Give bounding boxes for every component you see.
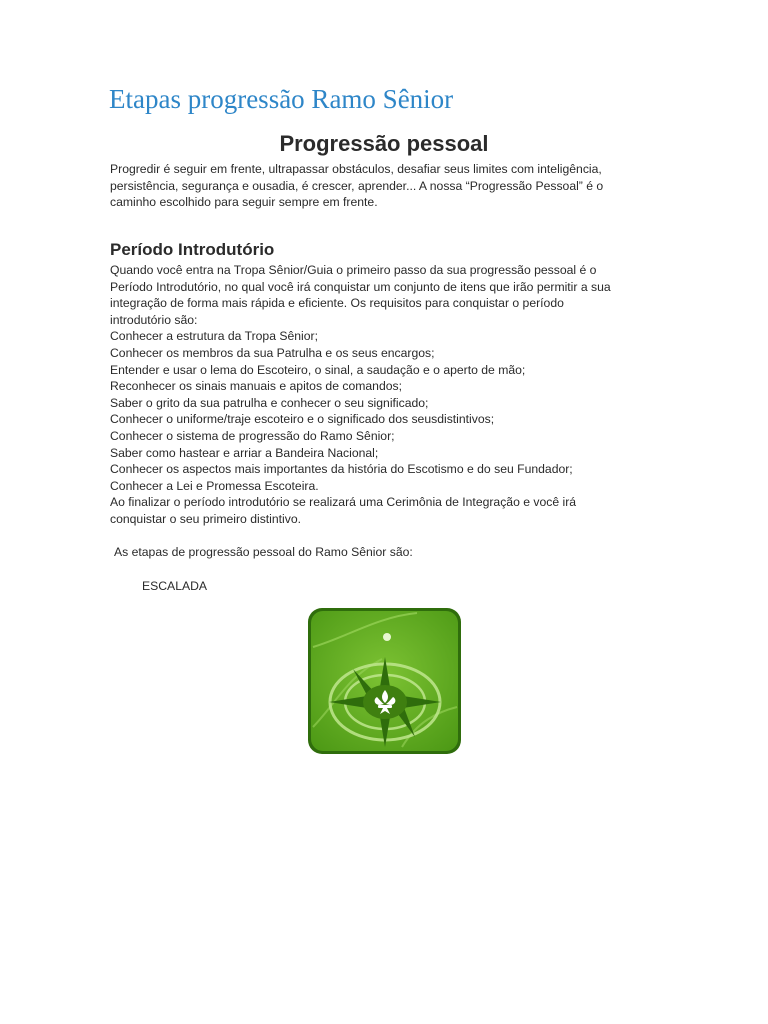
intro-paragraph [110, 161, 670, 211]
period-line: introdutório são: [110, 312, 198, 327]
stage-name: ESCALADA [142, 579, 208, 593]
page-title: Etapas progressão Ramo Sênior [109, 84, 454, 114]
period-line: Ao finalizar o período introdutório se realizará uma Cerimônia de Integração e você irá [110, 495, 577, 510]
intro-line: persistência, segurança e ousadia, é crescer, aprender... A nossa “Progressão Pessoal” é o [110, 178, 604, 193]
period-line: conquistar o seu primeiro distintivo. [110, 511, 302, 526]
section-title: Progressão pessoal [279, 131, 489, 156]
requirement-item: Conhecer a estrutura da Tropa Sênior; [110, 329, 318, 344]
requirement-item: Conhecer o uniforme/traje escoteiro e o significado dos seusdistintivos; [110, 412, 495, 427]
requirement-item: Saber o grito da sua patrulha e conhecer o seu significado; [110, 395, 429, 410]
requirement-item: Conhecer a Lei e Promessa Escoteira. [110, 478, 319, 493]
escalada-badge-icon [307, 607, 462, 755]
requirement-item: Entender e usar o lema do Escoteiro, o sinal, a saudação e o aperto de mão; [110, 362, 526, 377]
escalada-badge-graphic [307, 607, 462, 755]
period-paragraph [110, 262, 670, 528]
period-line: Período Introdutório, no qual você irá conquistar um conjunto de itens que irão permitir a sua [110, 279, 611, 294]
requirement-item: Conhecer o sistema de progressão do Ramo Sênior; [110, 428, 395, 443]
stages-intro: As etapas de progressão pessoal do Ramo Sênior são: [114, 545, 413, 559]
requirement-item: Reconhecer os sinais manuais e apitos de comandos; [110, 379, 402, 394]
period-line: Quando você entra na Tropa Sênior/Guia o primeiro passo da sua progressão pessoal é o [110, 263, 597, 277]
intro-line: caminho escolhido para seguir sempre em frente. [110, 195, 378, 210]
intro-line: Progredir é seguir em frente, ultrapassar obstáculos, desafiar seus limites com inteligência, [110, 162, 602, 176]
requirement-item: Conhecer os membros da sua Patrulha e os seus encargos; [110, 345, 435, 360]
requirement-item: Conhecer os aspectos mais importantes da história do Escotismo e do seu Fundador; [110, 462, 573, 477]
period-title: Período Introdutório [110, 240, 275, 259]
period-line: integração de forma mais rápida e eficiente. Os requisitos para conquistar o período [110, 296, 564, 311]
requirement-item: Saber como hastear e arriar a Bandeira Nacional; [110, 445, 379, 460]
